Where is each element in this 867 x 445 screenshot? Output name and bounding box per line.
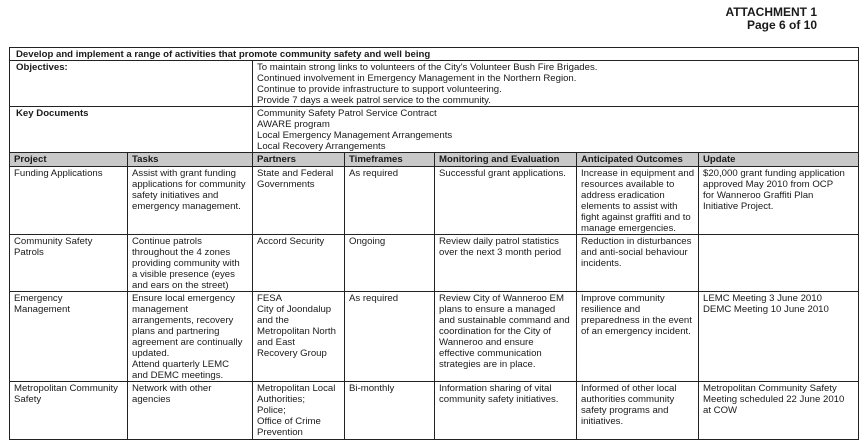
- cell-line: Reduction in disturbances: [581, 236, 692, 247]
- cell-line: Emergency: [14, 293, 63, 304]
- cell-line: Recovery Group: [257, 348, 327, 359]
- cell-line: As required: [349, 293, 399, 304]
- cell-line: approved May 2010 from OCP: [703, 179, 834, 190]
- cell-line: community safety initiatives.: [439, 394, 559, 405]
- cell-line: elements to assist with: [581, 201, 678, 212]
- cell-line: arrangements, recovery: [132, 315, 234, 326]
- cell-line: Informed of other local: [581, 383, 677, 394]
- cell-update: [699, 235, 859, 292]
- cell-line: Police;: [257, 405, 286, 416]
- cell-timeframes: [345, 167, 435, 235]
- cell-line: Funding Applications: [14, 168, 103, 179]
- cell-line: Assist with grant funding: [132, 168, 236, 179]
- cell-line: applications for community: [132, 179, 246, 190]
- cell-line: State and Federal: [257, 168, 334, 179]
- cell-outcomes: [577, 292, 699, 382]
- header-monitoring: Monitoring and Evaluation: [435, 153, 577, 167]
- page-number: Page 6 of 10: [746, 18, 817, 32]
- cell-line: safety initiatives and: [132, 190, 219, 201]
- objective-line: Continued involvement in Emergency Management in the Northern Region.: [257, 73, 577, 84]
- key-documents-row: [10, 107, 859, 153]
- cell-timeframes: [345, 292, 435, 382]
- attachment-label: ATTACHMENT 1: [725, 5, 817, 19]
- objectives-row: [10, 61, 859, 107]
- cell-line: and East: [257, 337, 295, 348]
- cell-line: resilience and: [581, 304, 641, 315]
- objective-line: Continue to provide infrastructure to support volunteering.: [257, 84, 502, 95]
- cell-line: Patrols: [14, 247, 44, 258]
- cell-line: fight against graffiti and to: [581, 212, 691, 223]
- cell-line: a visible presence (eyes: [132, 269, 235, 280]
- activity-table: [9, 47, 859, 440]
- cell-line: Safety: [14, 394, 42, 405]
- cell-tasks: [128, 382, 253, 440]
- cell-partners: [253, 167, 345, 235]
- cell-partners: [253, 235, 345, 292]
- cell-project: [10, 292, 128, 382]
- cell-line: over the next 3 month period: [439, 247, 562, 258]
- cell-line: and sustainable command and: [439, 315, 570, 326]
- cell-line: Accord Security: [257, 236, 325, 247]
- cell-line: and the: [257, 315, 290, 326]
- key-document-line: Local Recovery Arrangements: [257, 141, 386, 152]
- cell-line: Wanneroo and ensure: [439, 337, 534, 348]
- cell-line: manage emergencies.: [581, 223, 676, 234]
- cell-line: address eradication: [581, 190, 665, 201]
- cell-line: coordination for the City of: [439, 326, 551, 337]
- cell-line: effective communication: [439, 348, 542, 359]
- cell-partners: [253, 382, 345, 440]
- key-document-line: AWARE program: [257, 119, 330, 130]
- objective-line: To maintain strong links to volunteers of the City's Volunteer Bush Fire Brigades.: [257, 62, 598, 73]
- cell-line: Network with other: [132, 383, 212, 394]
- key-document-line: Local Emergency Management Arrangements: [257, 130, 453, 141]
- cell-update: [699, 292, 859, 382]
- cell-line: incidents.: [581, 258, 622, 269]
- cell-line: Increase in equipment and: [581, 168, 695, 179]
- cell-line: DEMC Meeting 10 June 2010: [703, 304, 829, 315]
- cell-outcomes: [577, 167, 699, 235]
- cell-line: for Wanneroo Graffiti Plan: [703, 190, 814, 201]
- cell-line: and anti-social behaviour: [581, 247, 688, 258]
- cell-line: Review City of Wanneroo EM: [439, 293, 564, 304]
- cell-timeframes: [345, 382, 435, 440]
- cell-line: throughout the 4 zones: [132, 247, 231, 258]
- cell-timeframes: [345, 235, 435, 292]
- cell-line: Bi-monthly: [349, 383, 395, 394]
- attachment-header: [725, 6, 817, 32]
- cell-line: plans to ensure a managed: [439, 304, 556, 315]
- header-update: Update: [699, 153, 859, 167]
- cell-line: Authorities;: [257, 394, 305, 405]
- cell-monitoring: [435, 235, 577, 292]
- cell-line: Office of Crime: [257, 416, 321, 427]
- cell-line: Governments: [257, 179, 315, 190]
- cell-line: providing community with: [132, 258, 240, 269]
- objectives-label: Objectives:: [10, 61, 253, 107]
- column-header-row: [10, 153, 859, 167]
- cell-line: Continue patrols: [132, 236, 202, 247]
- cell-line: initiatives.: [581, 416, 624, 427]
- cell-line: Review daily patrol statistics: [439, 236, 559, 247]
- cell-line: Metropolitan North: [257, 326, 336, 337]
- header-partners: Partners: [253, 153, 345, 167]
- table-row: [10, 167, 859, 235]
- header-outcomes: Anticipated Outcomes: [577, 153, 699, 167]
- cell-line: preparedness in the event: [581, 315, 692, 326]
- cell-project: [10, 382, 128, 440]
- section-title-row: [10, 48, 859, 61]
- cell-project: [10, 235, 128, 292]
- cell-line: Management: [14, 304, 70, 315]
- table-row: [10, 235, 859, 292]
- cell-update: [699, 167, 859, 235]
- cell-line: LEMC Meeting 3 June 2010: [703, 293, 822, 304]
- cell-line: Metropolitan Community Safety: [703, 383, 837, 394]
- header-project: Project: [10, 153, 128, 167]
- cell-line: authorities community: [581, 394, 675, 405]
- cell-line: of an emergency incident.: [581, 326, 691, 337]
- cell-line: safety programs and: [581, 405, 669, 416]
- cell-tasks: [128, 235, 253, 292]
- cell-line: $20,000 grant funding application: [703, 168, 845, 179]
- cell-line: Meeting scheduled 22 June 2010: [703, 394, 845, 405]
- objectives-list: [253, 61, 859, 107]
- table-body: [10, 167, 859, 440]
- cell-monitoring: [435, 382, 577, 440]
- cell-line: Improve community: [581, 293, 665, 304]
- cell-line: at COW: [703, 405, 738, 416]
- cell-line: Ongoing: [349, 236, 386, 247]
- cell-line: agencies: [132, 394, 171, 405]
- cell-line: City of Joondalup: [257, 304, 332, 315]
- cell-outcomes: [577, 235, 699, 292]
- key-document-line: Community Safety Patrol Service Contract: [257, 108, 437, 119]
- cell-partners: [253, 292, 345, 382]
- cell-line: updated.: [132, 348, 170, 359]
- table-row: [10, 292, 859, 382]
- cell-line: management: [132, 304, 188, 315]
- cell-project: [10, 167, 128, 235]
- cell-line: and DEMC meetings.: [132, 370, 224, 381]
- cell-line: Metropolitan Local: [257, 383, 336, 394]
- cell-line: strategies are in place.: [439, 359, 536, 370]
- objective-line: Provide 7 days a week patrol service to the community.: [257, 95, 491, 106]
- header-timeframes: Timeframes: [345, 153, 435, 167]
- cell-tasks: [128, 167, 253, 235]
- section-title: Develop and implement a range of activities that promote community safety and well being: [10, 48, 859, 61]
- cell-line: agreement are continually: [132, 337, 243, 348]
- cell-outcomes: [577, 382, 699, 440]
- key-documents-list: [253, 107, 859, 153]
- cell-line: Successful grant applications.: [439, 168, 566, 179]
- key-documents-label: Key Documents: [10, 107, 253, 153]
- cell-line: resources available to: [581, 179, 675, 190]
- cell-tasks: [128, 292, 253, 382]
- cell-line: Prevention: [257, 427, 303, 438]
- cell-monitoring: [435, 292, 577, 382]
- cell-line: Attend quarterly LEMC: [132, 359, 230, 370]
- cell-line: emergency management.: [132, 201, 241, 212]
- cell-line: plans and partnering: [132, 326, 220, 337]
- cell-line: Initiative Project.: [703, 201, 774, 212]
- cell-line: As required: [349, 168, 399, 179]
- cell-line: FESA: [257, 293, 283, 304]
- cell-line: Ensure local emergency: [132, 293, 235, 304]
- cell-monitoring: [435, 167, 577, 235]
- cell-line: Information sharing of vital: [439, 383, 552, 394]
- cell-update: [699, 382, 859, 440]
- cell-line: and ears on the street): [132, 280, 229, 291]
- cell-line: Community Safety: [14, 236, 93, 247]
- cell-line: Metropolitan Community: [14, 383, 118, 394]
- header-tasks: Tasks: [128, 153, 253, 167]
- table-row: [10, 382, 859, 440]
